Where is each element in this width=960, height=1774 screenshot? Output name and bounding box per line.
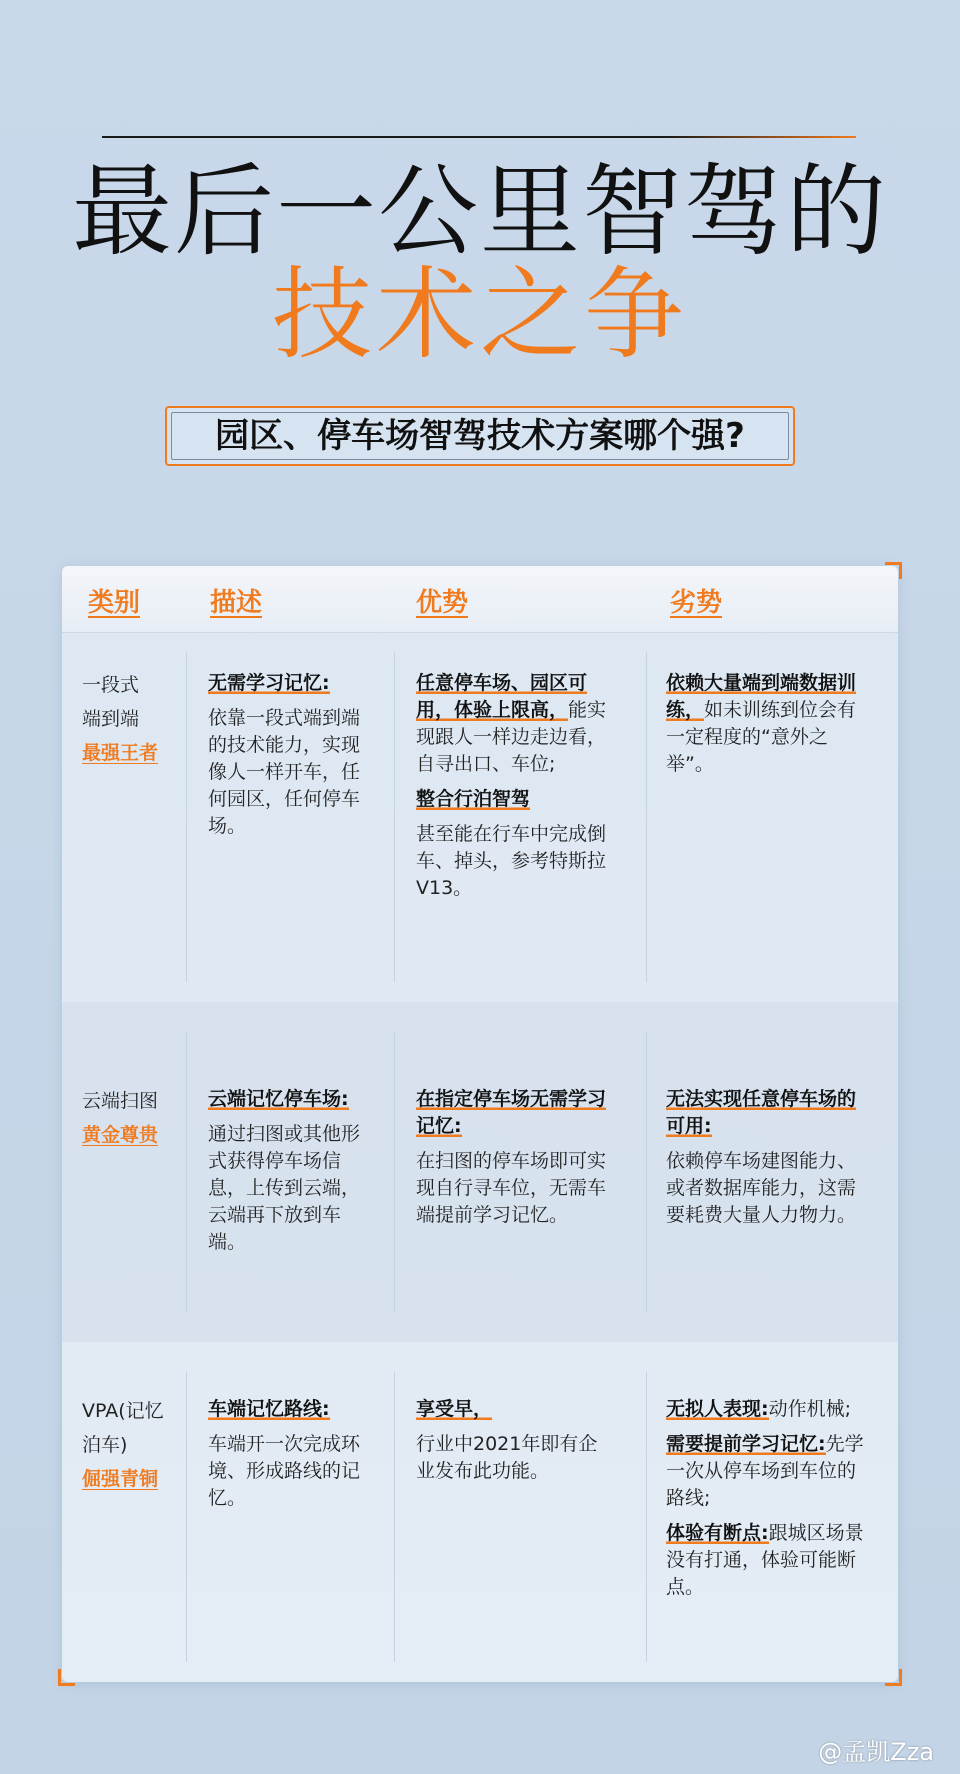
- advantage-text: 行业中2021年即有企业发布此功能。: [416, 1433, 598, 1482]
- description-cell: [208, 1086, 378, 1256]
- advantage-text: 甚至能在行车中完成倒车、掉头，参考特斯拉V13。: [416, 823, 607, 899]
- page-subtitle: 园区、停车场智驾技术方案哪个强?: [215, 416, 745, 456]
- disadvantage-text: 如未训练到位会有一定程度的“意外之举”。: [666, 699, 857, 775]
- category-name: 一段式: [82, 674, 140, 696]
- advantage-text: 能实现跟人一样边走边看，自寻出口、车位;: [416, 699, 607, 775]
- advantage-heading: 整合行泊智驾: [416, 788, 531, 810]
- header-description: 描述: [210, 588, 263, 618]
- header-disadvantages: 劣势: [670, 588, 723, 618]
- header-category: 类别: [88, 588, 141, 618]
- rank-label: 倔强青铜: [82, 1468, 159, 1490]
- disadvantage-text: 先学一次从停车场到车位的路线;: [666, 1433, 864, 1509]
- description-heading: 云端记忆停车场:: [208, 1088, 349, 1110]
- title-rule: [102, 136, 856, 138]
- watermark: @孟凯Zza: [818, 1738, 934, 1766]
- description-cell: [208, 1396, 378, 1512]
- advantages-cell: [416, 1086, 616, 1229]
- description-heading: 无需学习记忆:: [208, 672, 330, 694]
- advantages-cell: [416, 1396, 616, 1485]
- advantage-text: 在扫图的停车场即可实现自行寻车位，无需车端提前学习记忆。: [416, 1150, 607, 1226]
- disadvantages-cell: [666, 670, 872, 786]
- subtitle-box: [165, 406, 795, 466]
- advantage-heading: 在指定停车场无需学习记忆:: [416, 1088, 607, 1137]
- rank-label: 最强王者: [82, 742, 159, 764]
- description-text: 通过扫图或其他形式获得停车场信息，上传到云端，云端再下放到车端。: [208, 1123, 361, 1253]
- page-title-line2: 技术之争: [272, 256, 688, 373]
- advantages-cell: [416, 670, 616, 902]
- description-heading: 车端记忆路线:: [208, 1398, 330, 1420]
- disadvantage-heading: 无拟人表现:: [666, 1398, 769, 1420]
- category-name: VPA(记忆: [82, 1400, 164, 1422]
- category-name: 云端扫图: [82, 1090, 159, 1112]
- description-text: 依靠一段式端到端的技术能力，实现像人一样开车，任何园区，任何停车场。: [208, 707, 361, 837]
- category-cell: [82, 1084, 182, 1152]
- disadvantage-text: 动作机械;: [768, 1398, 852, 1420]
- disadvantage-heading: 无法实现任意停车场的可用:: [666, 1088, 857, 1137]
- disadvantage-text: 跟城区场景没有打通，体验可能断点。: [666, 1522, 864, 1598]
- rank-label: 黄金尊贵: [82, 1124, 159, 1146]
- category-cell: [82, 1394, 182, 1496]
- disadvantage-heading: 需要提前学习记忆:: [666, 1433, 826, 1455]
- table-row: [62, 1342, 898, 1682]
- table-row: [62, 632, 898, 1002]
- comparison-table: [62, 566, 898, 1682]
- description-text: 车端开一次完成环境、形成路线的记忆。: [208, 1433, 361, 1509]
- description-cell: [208, 670, 378, 840]
- advantage-heading: 享受早，: [416, 1398, 493, 1420]
- disadvantages-cell: [666, 1396, 872, 1609]
- disadvantage-text: 依赖停车场建图能力、或者数据库能力，这需要耗费大量人力物力。: [666, 1150, 857, 1226]
- disadvantage-heading: 依赖大量端到端数据训练，: [666, 672, 857, 721]
- disadvantages-cell: [666, 1086, 872, 1229]
- advantage-heading: 任意停车场、园区可用，体验上限高，: [416, 672, 588, 721]
- category-cell: [82, 668, 182, 770]
- disadvantage-heading: 体验有断点:: [666, 1522, 769, 1544]
- header-advantages: 优势: [416, 588, 469, 618]
- page-title-line1: 最后一公里智驾的: [72, 153, 888, 270]
- table-header: [62, 566, 898, 633]
- table-row: [62, 1002, 898, 1342]
- category-name: 泊车): [82, 1434, 128, 1456]
- category-name: 端到端: [82, 708, 140, 730]
